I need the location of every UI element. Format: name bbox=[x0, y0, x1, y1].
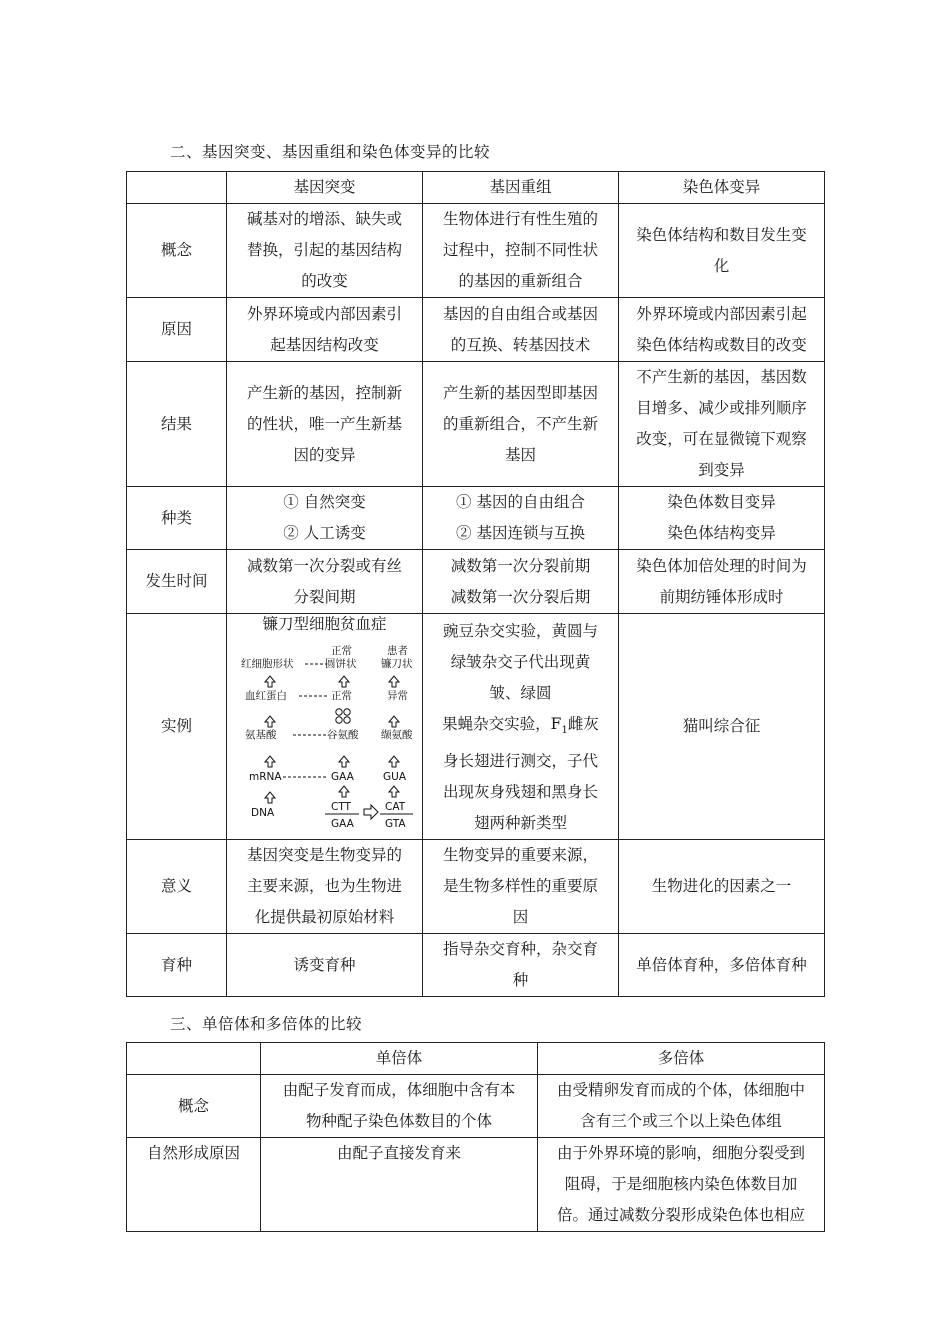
header-cell: 单倍体 bbox=[261, 1043, 538, 1075]
row-label: 发生时间 bbox=[127, 550, 227, 614]
cell-recombination: 基因的自由组合或基因 的互换、转基因技术 bbox=[423, 298, 619, 362]
header-cell bbox=[127, 172, 227, 204]
cell-chromosome: 猫叫综合征 bbox=[619, 614, 825, 840]
cell-recombination: 生物体进行有性生殖的 过程中，控制不同性状 的基因的重新组合 bbox=[423, 204, 619, 298]
cell-recombination: 指导杂交育种，杂交育 种 bbox=[423, 934, 619, 997]
cell-mutation: ① 自然突变 ② 人工诱变 bbox=[227, 487, 423, 550]
table-row bbox=[127, 840, 825, 934]
cell-recombination: 减数第一次分裂前期 减数第一次分裂后期 bbox=[423, 550, 619, 614]
header-cell: 染色体变异 bbox=[619, 172, 825, 204]
table-row bbox=[127, 298, 825, 362]
row-label: 原因 bbox=[127, 298, 227, 362]
diagram-label: DNA bbox=[250, 807, 274, 819]
cell-recombination: 生物变异的重要来源， 是生物多样性的重要原 因 bbox=[423, 840, 619, 934]
diagram-label: GAA bbox=[330, 818, 354, 830]
cell-mutation: 基因突变是生物变异的 主要来源，也为生物进 化提供最初原始材料 bbox=[227, 840, 423, 934]
cell-mutation: 减数第一次分裂或有丝 分裂间期 bbox=[227, 550, 423, 614]
cell-mutation: 外界环境或内部因素引 起基因结构改变 bbox=[227, 298, 423, 362]
cell-polyploid: 由受精卵发育而成的个体，体细胞中 含有三个或三个以上染色体组 bbox=[538, 1075, 825, 1138]
table-header-row bbox=[127, 172, 825, 204]
diagram-label: 异常 bbox=[386, 690, 408, 702]
diagram-label: 缬氨酸 bbox=[380, 729, 412, 741]
diagram-label: 患者 bbox=[386, 645, 408, 657]
header-cell: 基因重组 bbox=[423, 172, 619, 204]
diagram-label: 氨基酸 bbox=[244, 729, 276, 741]
header-cell: 多倍体 bbox=[538, 1043, 825, 1075]
cell-mutation: 诱变育种 bbox=[227, 934, 423, 997]
mutation-comparison-table bbox=[126, 171, 825, 997]
diagram-label: 镰刀状 bbox=[380, 658, 412, 670]
row-label: 育种 bbox=[127, 934, 227, 997]
row-label: 结果 bbox=[127, 362, 227, 487]
cell-chromosome: 染色体结构和数目发生变 化 bbox=[619, 204, 825, 298]
table-row bbox=[127, 1075, 825, 1138]
header-cell bbox=[127, 1043, 261, 1075]
table-row bbox=[127, 362, 825, 487]
diagram-label: 红细胞形状 bbox=[240, 658, 293, 670]
diagram-label: CTT bbox=[330, 801, 351, 813]
cell-chromosome: 外界环境或内部因素引起 染色体结构或数目的改变 bbox=[619, 298, 825, 362]
table-row-example bbox=[127, 614, 825, 840]
section-2-heading: 二、基因突变、基因重组和染色体变异的比较 bbox=[170, 143, 491, 161]
example-title: 镰刀型细胞贫血症 bbox=[262, 615, 387, 633]
table-row bbox=[127, 934, 825, 997]
diagram-label: GAA bbox=[330, 771, 354, 783]
cell-chromosome: 染色体加倍处理的时间为 前期纺锤体形成时 bbox=[619, 550, 825, 614]
diagram-label: GUA bbox=[382, 771, 406, 783]
cell-recombination: 豌豆杂交实验，黄圆与 绿皱杂交子代出现黄 皱、绿圆 果蝇杂交实验，$F_1$雌灰 身长翅进行测交，子代 出现灰身残翅和黑身长 翅两种新类型 bbox=[423, 614, 619, 840]
cell-chromosome: 生物进化的因素之一 bbox=[619, 840, 825, 934]
diagram-label: mRNA bbox=[248, 771, 282, 783]
cell-chromosome: 不产生新的基因，基因数 目增多、减少或排列顺序 改变，可在显微镜下观察 到变异 bbox=[619, 362, 825, 487]
row-label: 概念 bbox=[127, 204, 227, 298]
diagram-label: 圆饼状 bbox=[324, 658, 356, 670]
diagram-label: 正常 bbox=[330, 690, 352, 702]
cell-mutation bbox=[227, 614, 423, 840]
cell-haploid: 由配子直接发育来 bbox=[261, 1138, 538, 1232]
cell-recombination: 产生新的基因型即基因 的重新组合，不产生新 基因 bbox=[423, 362, 619, 487]
cell-mutation: 产生新的基因，控制新 的性状，唯一产生新基 因的变异 bbox=[227, 362, 423, 487]
cell-polyploid: 由于外界环境的影响，细胞分裂受到 阻碍，于是细胞核内染色体数目加 倍。通过减数分裂形成染色体也相应 bbox=[538, 1138, 825, 1232]
section-3-heading: 三、单倍体和多倍体的比较 bbox=[170, 1015, 363, 1033]
row-label: 自然形成原因 bbox=[127, 1138, 261, 1232]
row-label: 种类 bbox=[127, 487, 227, 550]
table-row bbox=[127, 487, 825, 550]
table-row bbox=[127, 204, 825, 298]
diagram-label: 谷氨酸 bbox=[326, 729, 358, 741]
header-cell: 基因突变 bbox=[227, 172, 423, 204]
cell-haploid: 由配子发育而成，体细胞中含有本 物种配子染色体数目的个体 bbox=[261, 1075, 538, 1138]
table-header-row bbox=[127, 1043, 825, 1075]
cell-mutation: 碱基对的增添、缺失或 替换，引起的基因结构 的改变 bbox=[227, 204, 423, 298]
row-label: 意义 bbox=[127, 840, 227, 934]
row-label: 概念 bbox=[127, 1075, 261, 1138]
row-label: 实例 bbox=[127, 614, 227, 840]
ploidy-comparison-table bbox=[126, 1042, 825, 1232]
table-row bbox=[127, 1138, 825, 1232]
diagram-label: 血红蛋白 bbox=[244, 690, 287, 702]
cell-chromosome: 染色体数目变异 染色体结构变异 bbox=[619, 487, 825, 550]
sickle-cell-diagram bbox=[235, 634, 415, 834]
diagram-label: 正常 bbox=[330, 645, 352, 657]
table-row bbox=[127, 550, 825, 614]
cell-recombination: ① 基因的自由组合 ② 基因连锁与互换 bbox=[423, 487, 619, 550]
red-cell-icon bbox=[335, 709, 349, 723]
diagram-label: CAT bbox=[384, 801, 405, 813]
diagram-label: GTA bbox=[384, 818, 406, 830]
cell-chromosome: 单倍体育种，多倍体育种 bbox=[619, 934, 825, 997]
